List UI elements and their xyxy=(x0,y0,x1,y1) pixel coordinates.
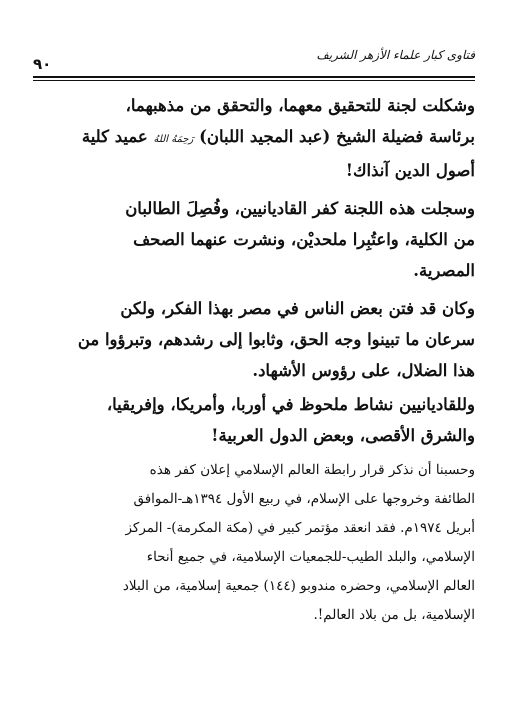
header-rule-thick xyxy=(33,76,475,78)
text-line: وشكلت لجنة للتحقيق معهما، والتحقق من مذهبهما، xyxy=(125,96,475,115)
text-line xyxy=(82,127,475,146)
paragraph-activity xyxy=(33,389,475,451)
paragraph-egypt xyxy=(33,293,475,386)
text-line: سرعان ما تبينوا وجه الحق، وثابوا إلى رشدهم، وتبرؤوا من xyxy=(77,330,475,349)
text-line: هذا الضلال، على رؤوس الأشهاد. xyxy=(252,361,475,380)
text-line: وللقاديانيين نشاط ملحوظ في أوربا، وأمريكا، وإفريقيا، xyxy=(106,395,475,414)
running-header xyxy=(33,44,475,82)
body-text xyxy=(33,90,475,630)
text-line: العالم الإسلامي، وحضره مندوبو (١٤٤) جمعية إسلامية، من البلاد xyxy=(122,578,475,594)
text-segment: عميد كلية xyxy=(81,127,154,146)
text-line: وكان قد فتن بعض الناس في مصر بهذا الفكر، ولكن xyxy=(120,299,475,318)
text-line: أصول الدين آنذاك! xyxy=(345,161,475,180)
text-line: المصرية. xyxy=(413,261,475,280)
running-header-title: فتاوى كبار علماء الأزهر الشريف xyxy=(316,48,475,62)
text-line: الإسلامية، بل من بلاد العالم!. xyxy=(313,607,475,623)
honorific-seal: رَحِمَهُ اللهُ xyxy=(153,134,194,145)
text-line: الطائفة وخروجها على الإسلام، في ربيع الأول ١٣٩٤هـ-الموافق xyxy=(133,491,475,507)
text-line: الإسلامي، والبلد الطيب-للجمعيات الإسلامية، في جميع أنحاء xyxy=(146,549,475,565)
paragraph-verdict xyxy=(33,193,475,286)
text-line: أبريل ١٩٧٤م. فقد انعقد مؤتمر كبير في (مكة المكرمة)- المركز xyxy=(125,520,475,536)
page-number: ٩٠ xyxy=(33,55,52,73)
text-line: وسجلت هذه اللجنة كفر القاديانيين، وفُصِلَ الطالبان xyxy=(125,199,475,218)
header-rule-thin xyxy=(33,80,475,81)
text-line: وحسبنا أن نذكر قرار رابطة العالم الإسلامي إعلان كفر هذه xyxy=(149,462,475,478)
paragraph-committee xyxy=(33,90,475,186)
text-line: والشرق الأقصى، وبعض الدول العربية! xyxy=(211,426,475,445)
paragraph-muslim-world-league xyxy=(33,456,475,630)
text-segment: برئاسة فضيلة الشيخ (عبد المجيد اللبان) xyxy=(193,127,475,146)
text-line: من الكلية، واعتُبِرا ملحديْن، ونشرت عنهما الصحف xyxy=(133,230,475,249)
